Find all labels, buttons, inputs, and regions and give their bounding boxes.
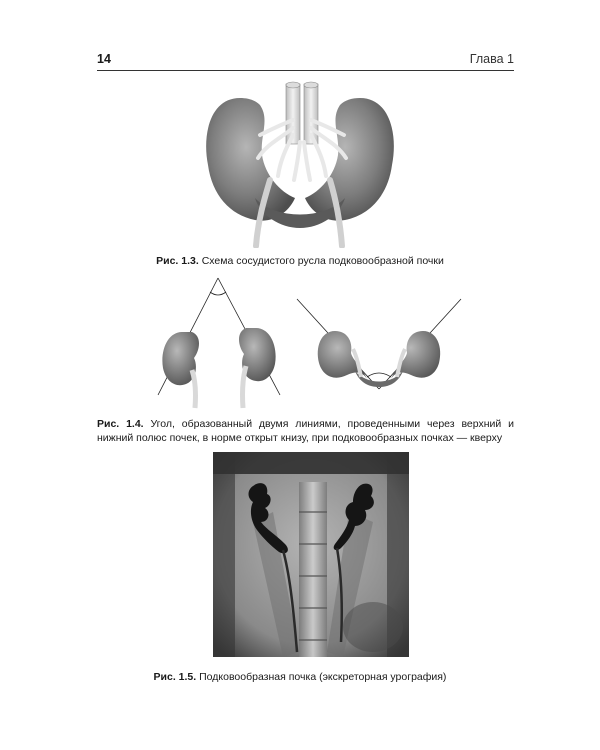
xray-image	[213, 452, 409, 657]
figure-1-3-caption	[100, 254, 500, 268]
chapter-title: Глава 1	[469, 52, 514, 66]
figure-1-5-caption	[100, 670, 500, 684]
horseshoe-kidney-illustration	[200, 80, 400, 248]
figure-1-4-normal-kidneys	[150, 270, 288, 410]
page-header	[97, 52, 514, 71]
figure-1-5-urography-xray	[213, 452, 409, 657]
figure-caption-text: Схема сосудистого русла подковообразной почки	[201, 255, 444, 267]
figure-label: Рис. 1.3.	[156, 255, 199, 267]
figure-1-4-horseshoe-kidneys	[295, 295, 463, 405]
horseshoe-kidneys-diagram	[295, 295, 463, 405]
figure-caption-text: Подковообразная почка (экскреторная урография)	[199, 671, 447, 683]
figure-1-3-kidney-vessels	[200, 80, 400, 248]
figure-label: Рис. 1.4.	[97, 418, 144, 430]
figure-caption-text: Угол, образованный двумя линиями, проведенными через верхний и нижний полюс почек, в норме открыт книзу, при подковообразных почках — кверху	[97, 418, 514, 444]
figure-label: Рис. 1.5.	[153, 671, 197, 683]
figure-1-4-caption	[97, 417, 514, 445]
page-number: 14	[97, 52, 111, 66]
normal-kidneys-diagram	[150, 270, 288, 410]
